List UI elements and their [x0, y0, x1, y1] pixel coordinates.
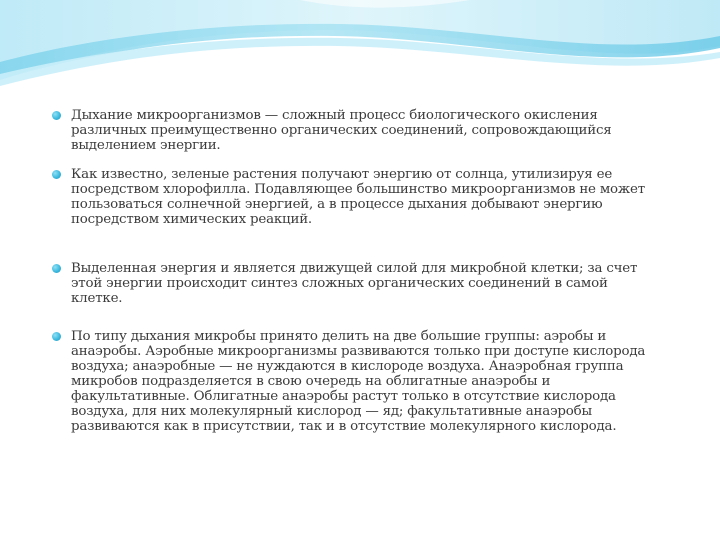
bullet-item — [52, 329, 662, 434]
header-wave-decoration — [0, 0, 720, 95]
bullet-text: Как известно, зеленые растения получают энергию от солнца, утилизируя ее посредством хлорофилла. Подавляющее большинство микроорганизмов не может пользоваться солнечной энергией, а в процессе дыхания добывают энергию посредством химических реакций. — [71, 167, 645, 227]
bullet-item — [52, 167, 662, 227]
bullet-text: Дыхание микроорганизмов — сложный процесс биологического окисления различных преимущественно органических соединений, сопровождающийся выделением энергии. — [71, 108, 612, 153]
content-body — [52, 108, 662, 434]
bullet-dot-icon — [52, 170, 61, 179]
bullet-dot-icon — [52, 264, 61, 273]
bullet-item — [52, 108, 662, 153]
bullet-item — [52, 261, 662, 306]
bullet-dot-icon — [52, 111, 61, 120]
bullet-text: По типу дыхания микробы принято делить на две большие группы: аэробы и анаэробы. Аэробные микроорганизмы развиваются только при доступе кислорода воздуха; анаэробные — не нуждаются в кислороде воздуха. Анаэробная группа микробов подразделяется в свою очередь на облигатные анаэробы и факультативные. Облигатные анаэробы растут только в отсутствие кислорода воздуха, для них молекулярный кислород — яд; факультативные анаэробы развиваются как в присутствии, так и в отсутствие молекулярного кислорода. — [71, 329, 646, 434]
bullet-text: Выделенная энергия и является движущей силой для микробной клетки; за счет этой энергии происходит синтез сложных органических соединений в самой клетке. — [71, 261, 638, 306]
bullet-dot-icon — [52, 332, 61, 341]
